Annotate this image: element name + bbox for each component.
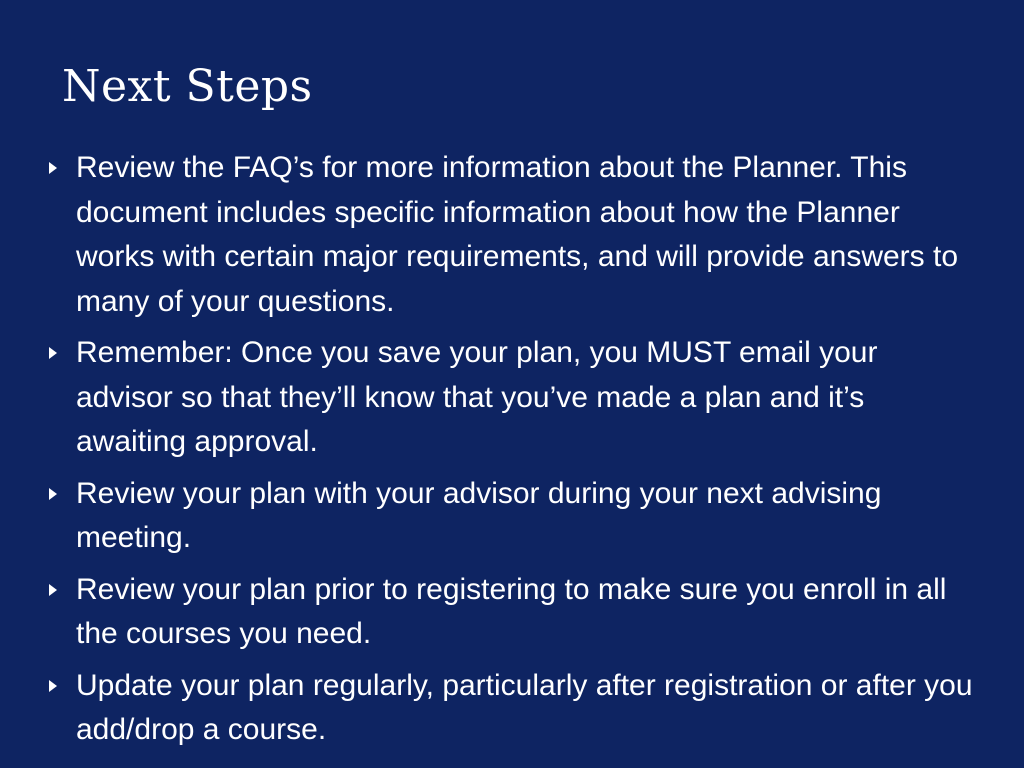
bullet-item <box>48 472 978 561</box>
right-triangle-bullet-icon <box>48 472 62 517</box>
bullet-item <box>48 664 978 753</box>
right-triangle-bullet-icon <box>48 331 62 376</box>
right-triangle-bullet-icon <box>48 146 62 191</box>
bullet-text: Review your plan with your advisor during your next advising meeting. <box>76 476 882 554</box>
bullet-text: Review your plan prior to registering to make sure you enroll in all the courses you need. <box>76 572 947 650</box>
bullet-list <box>48 146 978 760</box>
right-triangle-bullet-icon <box>48 568 62 613</box>
slide-title: Next Steps <box>62 61 313 112</box>
right-triangle-bullet-icon <box>48 664 62 709</box>
bullet-text: Remember: Once you save your plan, you MUST email your advisor so that they’ll know that you’ve made a plan and it’s awaiting approval. <box>76 336 878 458</box>
bullet-item <box>48 568 978 657</box>
bullet-text: Review the FAQ’s for more information about the Planner. This document includes specific information about how the Planner works with certain major requirements, and will provide answers to many of your questions. <box>76 151 959 318</box>
bullet-item <box>48 146 978 324</box>
bullet-text: Update your plan regularly, particularly after registration or after you add/drop a course. <box>76 668 973 746</box>
bullet-item <box>48 331 978 465</box>
